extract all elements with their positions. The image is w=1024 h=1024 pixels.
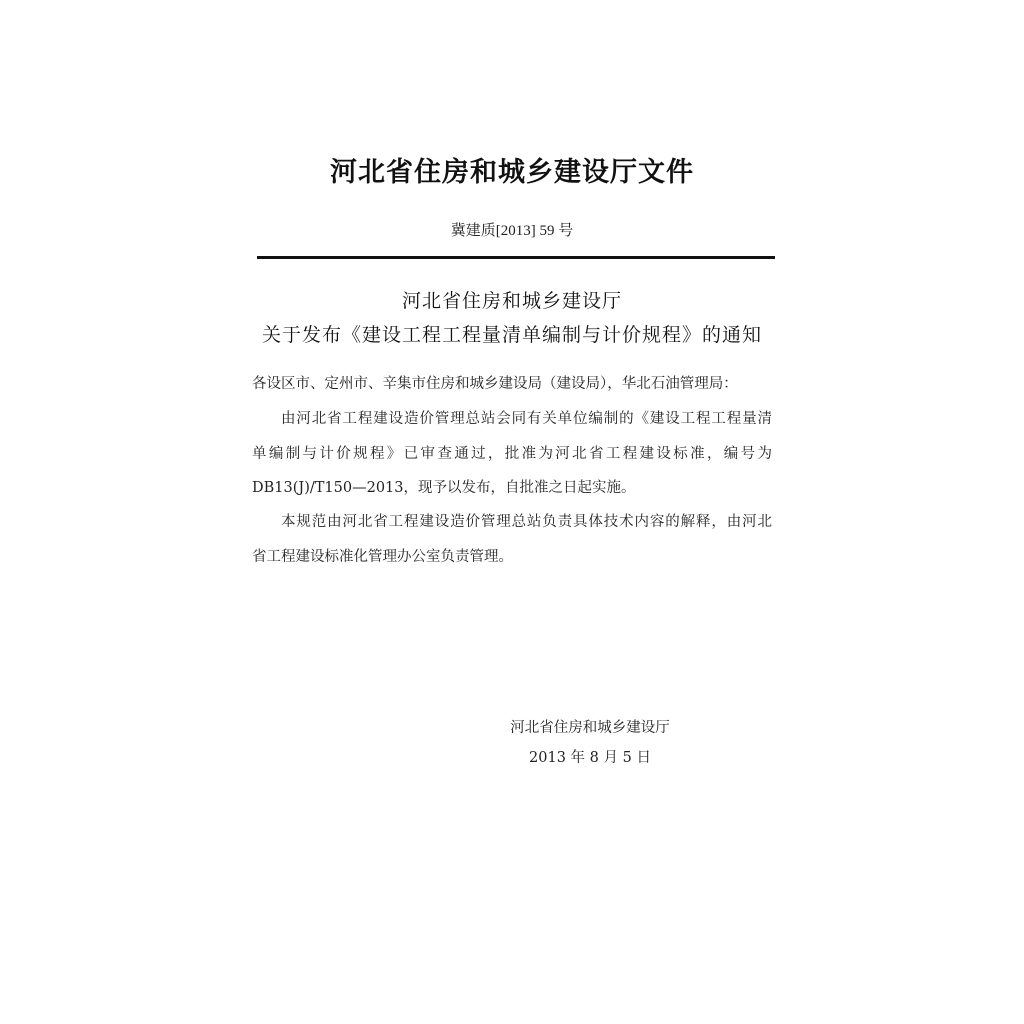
notice-title-line-1: 河北省住房和城乡建设厅 — [401, 290, 622, 312]
document-header-title: 河北省住房和城乡建设厅文件 — [330, 157, 694, 188]
header-divider-rule — [257, 256, 775, 259]
recipient-line: 各设区市、定州市、辛集市住房和城乡建设局（建设局），华北石油管理局： — [252, 376, 738, 392]
signature-organization: 河北省住房和城乡建设厅 — [510, 720, 670, 736]
paragraph-2-line-1: 本规范由河北省工程建设造价管理总站负责具体技术内容的解释，由河北 — [281, 514, 772, 530]
paragraph-1-line-2: 单编制与计价规程》已审查通过，批准为河北省工程建设标准，编号为 — [252, 446, 772, 462]
paragraph-2-line-2: 省工程建设标准化管理办公室负责管理。 — [252, 549, 513, 565]
paragraph-1-line-3: DB13(J)/T150—2013，现予以发布，自批准之日起实施。 — [252, 480, 636, 496]
paragraph-1-line-1: 由河北省工程建设造价管理总站会同有关单位编制的《建设工程工程量清 — [281, 411, 772, 427]
document-number: 冀建质[2013] 59 号 — [450, 223, 574, 239]
signature-date: 2013 年 8 月 5 日 — [529, 750, 651, 766]
notice-title-line-2: 关于发布《建设工程工程量清单编制与计价规程》的通知 — [261, 324, 762, 346]
